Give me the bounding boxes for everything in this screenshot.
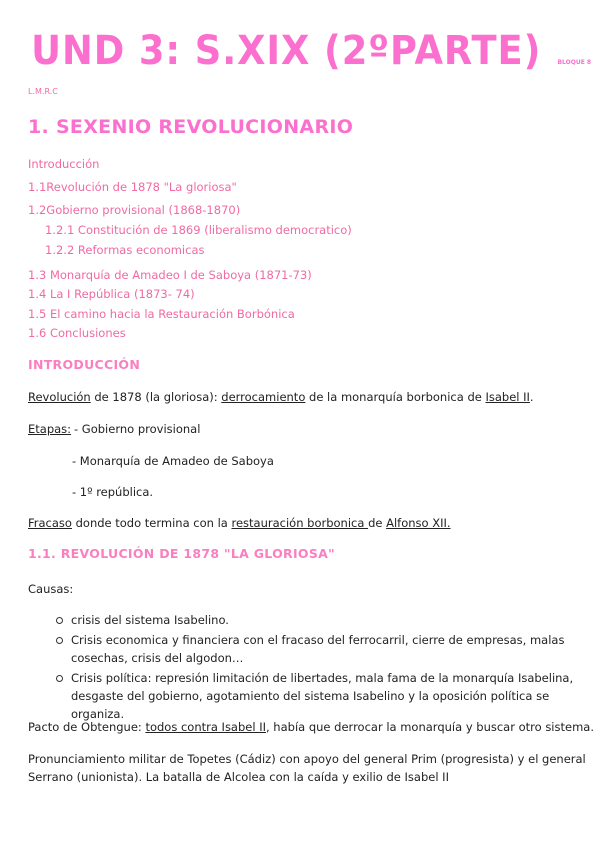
hollow-bullet-icon	[56, 637, 63, 644]
hollow-bullet-icon	[56, 675, 63, 682]
title-block-label: BLOQUE 8	[557, 59, 592, 66]
underlined-term: Isabel II	[485, 390, 530, 404]
text-span: de 1878 (la gloriosa):	[90, 390, 222, 404]
text-span: Pacto de Obtengue:	[28, 720, 146, 734]
intro-paragraph	[28, 390, 534, 404]
list-item-text: Crisis política: represión limitación de libertades, mala fama de la monarquía Isabelina, desgaste del gobierno, agotamiento del sistema Isabelino y la oposición política se organiza.	[71, 671, 574, 721]
fracaso-paragraph	[28, 516, 451, 530]
text-span: de la monarquía borbonica de	[305, 390, 486, 404]
causas-label: Causas:	[28, 582, 74, 596]
author-initials: L.M.R.C	[28, 87, 58, 96]
causas-list	[56, 611, 576, 725]
list-item	[56, 611, 576, 629]
text-span: donde todo termina con la	[71, 516, 232, 530]
etapa-item: - 1º república.	[72, 485, 154, 499]
underlined-term: derrocamiento	[221, 390, 306, 404]
toc-item[interactable]: 1.5 El camino hacia la Restauración Borbónica	[28, 307, 295, 321]
toc-item[interactable]: Introducción	[28, 157, 100, 171]
list-item-text: crisis del sistema Isabelino.	[71, 613, 229, 627]
pronunciamiento-line-1: Pronunciamiento militar de Topetes (Cádiz) con apoyo del general Prim (progresista) y el general	[28, 752, 586, 766]
toc-item[interactable]: 1.1Revolución de 1878 "La gloriosa"	[28, 180, 237, 194]
section-heading-gloriosa: 1.1. REVOLUCIÓN DE 1878 "LA GLORIOSA"	[28, 546, 335, 561]
underlined-term: Etapas:	[28, 422, 72, 436]
etapa-item: - Monarquía de Amadeo de Saboya	[72, 454, 274, 468]
underlined-term: Revolución	[28, 390, 91, 404]
text-span: , había que derrocar la monarquía y buscar otro sistema.	[266, 720, 594, 734]
toc-item[interactable]: 1.3 Monarquía de Amadeo I de Saboya (1871-73)	[28, 268, 312, 282]
underlined-term: Alfonso XII.	[386, 516, 451, 530]
section-heading-introduccion: INTRODUCCIÓN	[28, 357, 141, 372]
underlined-term: restauración borbonica	[231, 516, 369, 530]
list-item	[56, 631, 576, 667]
list-item	[56, 669, 576, 723]
pacto-paragraph	[28, 720, 594, 734]
section-heading-sexenio: 1. SEXENIO REVOLUCIONARIO	[28, 116, 354, 138]
underlined-term: todos contra Isabel II	[145, 720, 266, 734]
toc-item[interactable]: 1.4 La I República (1873- 74)	[28, 287, 195, 301]
title-row	[0, 28, 600, 74]
list-item-text: Crisis economica y financiera con el fracaso del ferrocarril, cierre de empresas, malas cosechas, crisis del algodon…	[71, 633, 565, 665]
text-span: .	[529, 390, 534, 404]
etapa-item: - Gobierno provisional	[74, 422, 201, 436]
toc-item[interactable]: 1.2Gobierno provisional (1868-1870)	[28, 203, 241, 217]
toc-item[interactable]: 1.2.1 Constitución de 1869 (liberalismo democratico)	[45, 223, 352, 237]
underlined-term: Fracaso	[28, 516, 72, 530]
text-span: de	[368, 516, 387, 530]
etapas-label	[28, 422, 71, 436]
toc-item[interactable]: 1.2.2 Reformas economicas	[45, 243, 205, 257]
pronunciamiento-line-2: Serrano (unionista). La batalla de Alcolea con la caída y exilio de Isabel II	[28, 770, 449, 784]
page-title: UND 3: S.XIX (2ºPARTE)	[31, 28, 542, 74]
hollow-bullet-icon	[56, 617, 63, 624]
toc-item[interactable]: 1.6 Conclusiones	[28, 326, 126, 340]
